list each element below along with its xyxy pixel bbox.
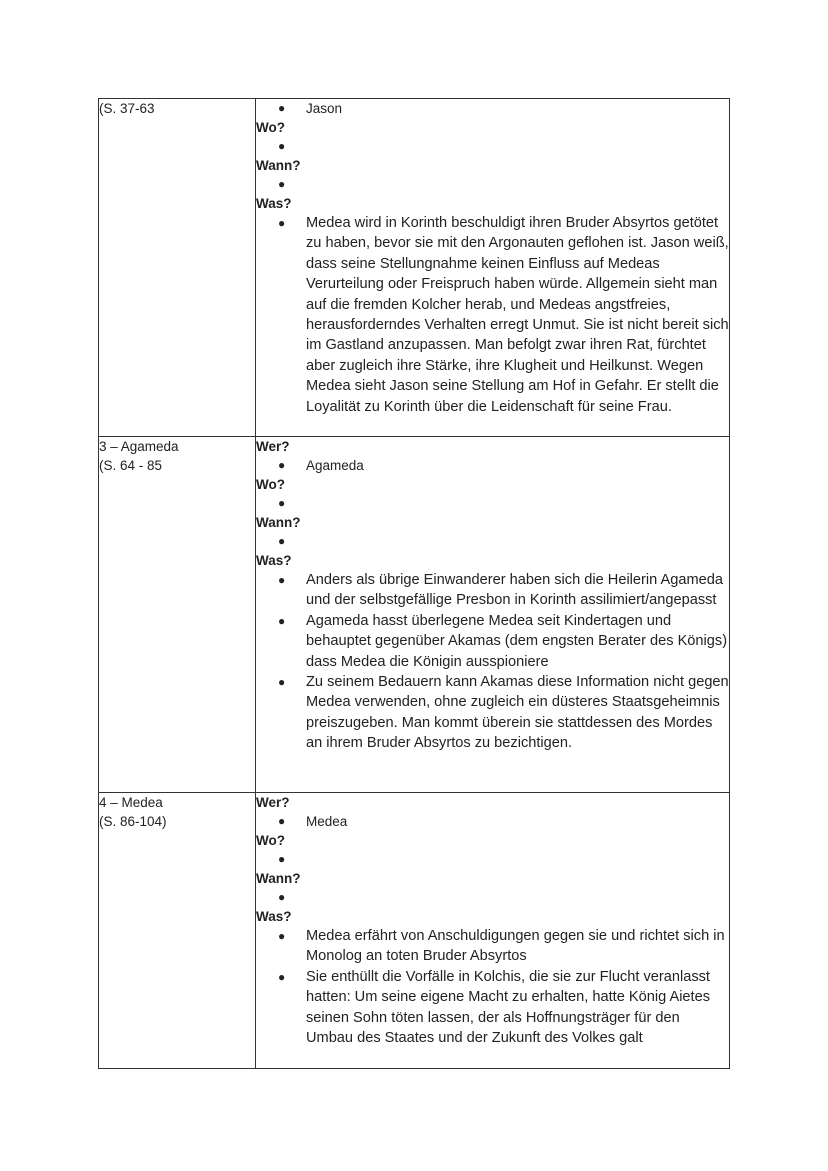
chapter-title: 3 – Agameda [99, 439, 179, 454]
list-item [256, 850, 729, 869]
bullet-icon: ● [278, 613, 286, 628]
question-heading: Was? [256, 909, 292, 924]
question-heading: Wann? [256, 158, 301, 173]
list-item [256, 456, 729, 475]
question-heading: Wer? [256, 795, 290, 810]
bullet-text: Zu seinem Bedauern kann Akamas diese Information nicht gegen Medea verwenden, ohne zugleich ein düsteres Staatsgeheimnis preiszugeben. Man kommt überein sie stattdessen des Mordes an ihrem Bruder Absyrtos zu bezichtigen. [306, 674, 729, 752]
list-item [256, 888, 729, 907]
bullet-icon: ● [278, 139, 286, 153]
list-item [256, 99, 729, 118]
bullet-icon: ● [278, 496, 286, 510]
list-item [256, 532, 729, 551]
chapter-cell [99, 99, 256, 437]
page-range: (S. 64 - 85 [99, 458, 163, 473]
list-item [256, 494, 729, 513]
list-item [256, 672, 729, 754]
question-heading: Wann? [256, 871, 301, 886]
page-range: (S. 37-63 [99, 101, 155, 116]
bullet-icon: ● [278, 573, 286, 587]
table-row [99, 437, 730, 793]
bullet-text: Anders als übrige Einwanderer haben sich die Heilerin Agameda und der selbstgefällige Presbon in Korinth assilimiert/angepasst [306, 572, 723, 609]
bullet-icon: ● [278, 534, 286, 548]
list-item [256, 213, 729, 417]
table-row [99, 793, 730, 1069]
bullet-icon: ● [278, 101, 286, 115]
bullet-text: Agameda hasst überlegene Medea seit Kindertagen und behauptet gegenüber Akamas (dem engsten Berater des Königs) dass Medea die Königin ausspioniere [306, 612, 728, 670]
bullet-icon: ● [278, 458, 286, 472]
bullet-icon: ● [278, 177, 286, 191]
content-cell [256, 99, 730, 437]
question-heading: Was? [256, 196, 292, 211]
list-item [256, 175, 729, 194]
chapter-cell [99, 437, 256, 793]
list-item [256, 812, 729, 831]
chapter-cell [99, 793, 256, 1069]
table-body [99, 99, 730, 1069]
question-heading: Wer? [256, 439, 290, 454]
question-heading: Was? [256, 553, 292, 568]
list-item [256, 137, 729, 156]
content-cell [256, 437, 730, 793]
bullet-icon: ● [278, 216, 286, 230]
question-heading: Wo? [256, 833, 285, 848]
question-heading: Wo? [256, 477, 285, 492]
question-heading: Wann? [256, 515, 301, 530]
list-item [256, 570, 729, 611]
list-item [256, 926, 729, 967]
bullet-text: Sie enthüllt die Vorfälle in Kolchis, die sie zur Flucht veranlasst hatten: Um seine eigene Macht zu erhalten, hatte König Aietes seinen Sohn töten lassen, der als Hoffnungsträger für den Umbau des Staates und der Zukunft des Volkes galt [306, 968, 711, 1047]
summary-table [98, 98, 730, 1069]
bullet-icon: ● [278, 969, 286, 984]
content-cell [256, 793, 730, 1069]
bullet-icon: ● [278, 814, 286, 828]
bullet-text: Medea erfährt von Anschuldigungen gegen sie und richtet sich in Monolog an toten Bruder Absyrtos [306, 928, 725, 965]
list-item [256, 967, 729, 1049]
bullet-text: Jason [306, 101, 343, 116]
bullet-icon: ● [278, 890, 286, 904]
list-item [256, 611, 729, 672]
bullet-icon: ● [278, 852, 286, 866]
bullet-text: Medea wird in Korinth beschuldigt ihren Bruder Absyrtos getötet zu haben, bevor sie mit den Argonauten geflohen ist. Jason weiß, dass seine Stellungnahme keinen Einfluss auf Medeas Verurteilung oder Freispruch haben würde. Allgemein sieht man auf die fremden Kolcher herab, und Medeas angstfreies, herausforderndes Verhalten erregt Unmut. Sie ist nicht bereit sich im Gastland anzupassen. Man befolgt zwar ihren Rat, fürchtet aber zugleich ihre Stärke, ihre Klugheit und Heilkunst. Wegen Medea sieht Jason seine Stellung am Hof in Gefahr. Er stellt die Loyalität zu Korinth über die Leidenschaft für seine Frau. [306, 215, 729, 415]
table-row [99, 99, 730, 437]
chapter-title: 4 – Medea [99, 795, 163, 810]
page-range: (S. 86-104) [99, 814, 167, 829]
question-heading: Wo? [256, 120, 285, 135]
bullet-text: Agameda [306, 458, 364, 473]
bullet-icon: ● [278, 929, 286, 943]
bullet-icon: ● [278, 675, 286, 690]
bullet-text: Medea [306, 814, 348, 829]
